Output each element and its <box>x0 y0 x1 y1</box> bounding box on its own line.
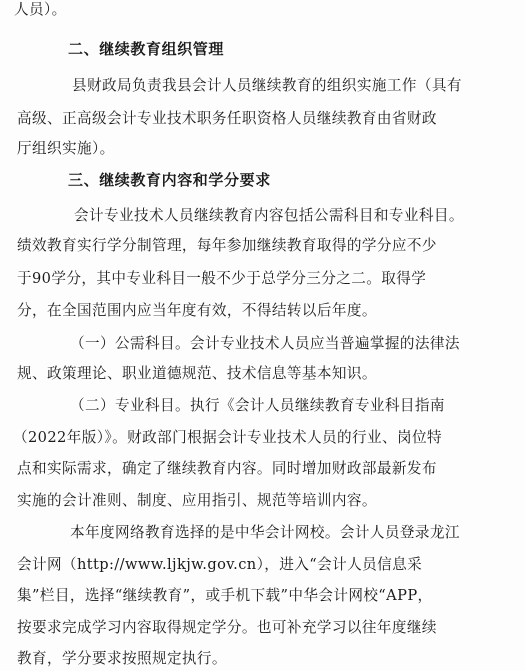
section-3-para1-line-1: 会计专业技术人员继续教育内容包括公需科目和专业科目。 <box>74 206 464 224</box>
section-3-heading: 三、继续教育内容和学分要求 <box>68 170 271 189</box>
section-3-para4-line-2: 会计网（http://www.ljkjw.gov.cn），进入“会计人员信息采 <box>17 555 423 573</box>
section-3-para4-line-4: 按要求完成学习内容取得规定学分。也可补充学习以往年度继续 <box>17 618 437 636</box>
section-3-para1-line-3: 于90学分，其中专业科目一般不少于总学分三分之二。取得学 <box>17 269 427 287</box>
section-3-para4-line-5: 教育，学分要求按照规定执行。 <box>17 650 227 667</box>
section-3-para1-line-2: 绩效教育实行学分制管理，每年参加继续教育取得的学分应不少 <box>17 237 437 255</box>
section-3-para4-line-3: 集”栏目，选择“继续教育”，或手机下载”中华会计网校“APP， <box>17 587 433 605</box>
section-2-line-3: 厅组织实施）。 <box>17 140 115 158</box>
section-2-heading: 二、继续教育组织管理 <box>68 39 225 58</box>
section-3-para3-line-4: 实施的会计准则、制度、应用指引、规范等培训内容。 <box>17 491 377 509</box>
section-3-para2-line-2: 规、政策理论、职业道德规范、技术信息等基本知识。 <box>17 365 377 382</box>
section-3-para4-line-1: 本年度网络教育选择的是中华会计网校。会计人员登录龙江 <box>70 524 460 542</box>
section-3-para1-line-4: 分，在全国范围内应当年度有效，不得结转以后年度。 <box>17 302 377 320</box>
section-3-para3-line-1: （二）专业科目。执行《会计人员继续教育专业科目指南 <box>70 397 445 415</box>
section-3-para3-line-2: （2022年版）》。财政部门根据会计专业技术人员的行业、岗位特 <box>13 428 442 446</box>
section-3-para3-line-3: 点和实际需求，确定了继续教育内容。同时增加财政部最新发布 <box>17 460 437 478</box>
section-2-line-2: 高级、正高级会计专业技术职务任职资格人员继续教育由省财政 <box>17 109 437 127</box>
section-2-line-1: 县财政局负责我县会计人员继续教育的组织实施工作（具有 <box>72 77 462 95</box>
continued-text-line: 人员）。 <box>14 0 67 18</box>
section-3-para2-line-1: （一）公需科目。会计专业技术人员应当普遍掌握的法律法 <box>70 334 460 352</box>
